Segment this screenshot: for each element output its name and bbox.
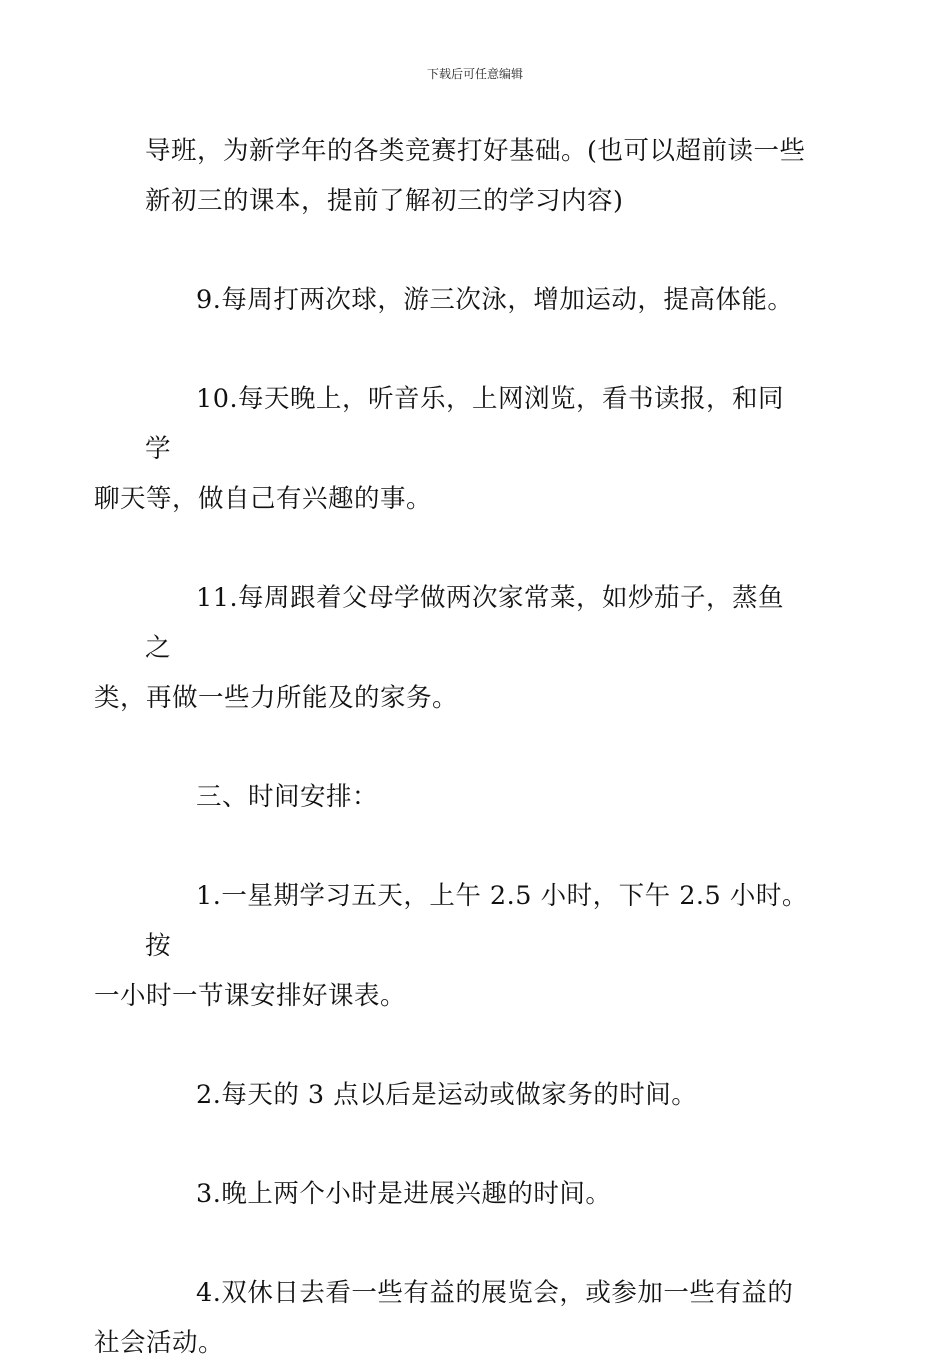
schedule-item-1 — [94, 871, 810, 1021]
paragraph-continuation — [145, 126, 810, 226]
paragraph-line: 3.晚上两个小时是进展兴趣的时间。 — [196, 1179, 612, 1209]
paragraph-line: 11.每周跟着父母学做两次家常菜，如炒茄子，蒸鱼之 — [145, 583, 785, 663]
paragraph-line: 4.双休日去看一些有益的展览会，或参加一些有益的 — [196, 1278, 794, 1308]
paragraph-line: 一小时一节课安排好课表。 — [94, 981, 407, 1011]
paragraph-line: 2.每天的 3 点以后是运动或做家务的时间。 — [196, 1080, 698, 1110]
paragraph-item-9 — [145, 275, 810, 325]
section-heading-schedule — [145, 772, 810, 822]
page-header: 下载后可任意编辑 — [426, 67, 523, 81]
schedule-item-2 — [145, 1070, 810, 1120]
document-body — [94, 126, 810, 1368]
paragraph-item-10 — [94, 374, 810, 524]
paragraph-line: 9.每周打两次球，游三次泳，增加运动，提高体能。 — [196, 285, 794, 315]
paragraph-line: 聊天等，做自己有兴趣的事。 — [94, 484, 433, 514]
paragraph-line: 社会活动。 — [94, 1328, 225, 1358]
paragraph-line: 10.每天晚上，听音乐，上网浏览，看书读报，和同学 — [145, 384, 785, 464]
schedule-item-3 — [145, 1169, 810, 1219]
paragraph-item-11 — [94, 573, 810, 723]
paragraph-line: 导班，为新学年的各类竞赛打好基础。(也可以超前读一些 — [145, 136, 806, 166]
schedule-item-4 — [94, 1268, 810, 1368]
paragraph-line: 1.一星期学习五天，上午 2.5 小时，下午 2.5 小时。按 — [145, 881, 808, 961]
paragraph-line: 新初三的课本，提前了解初三的学习内容) — [145, 186, 624, 216]
paragraph-line: 类，再做一些力所能及的家务。 — [94, 683, 459, 713]
section-heading-text: 三、时间安排： — [196, 782, 379, 812]
